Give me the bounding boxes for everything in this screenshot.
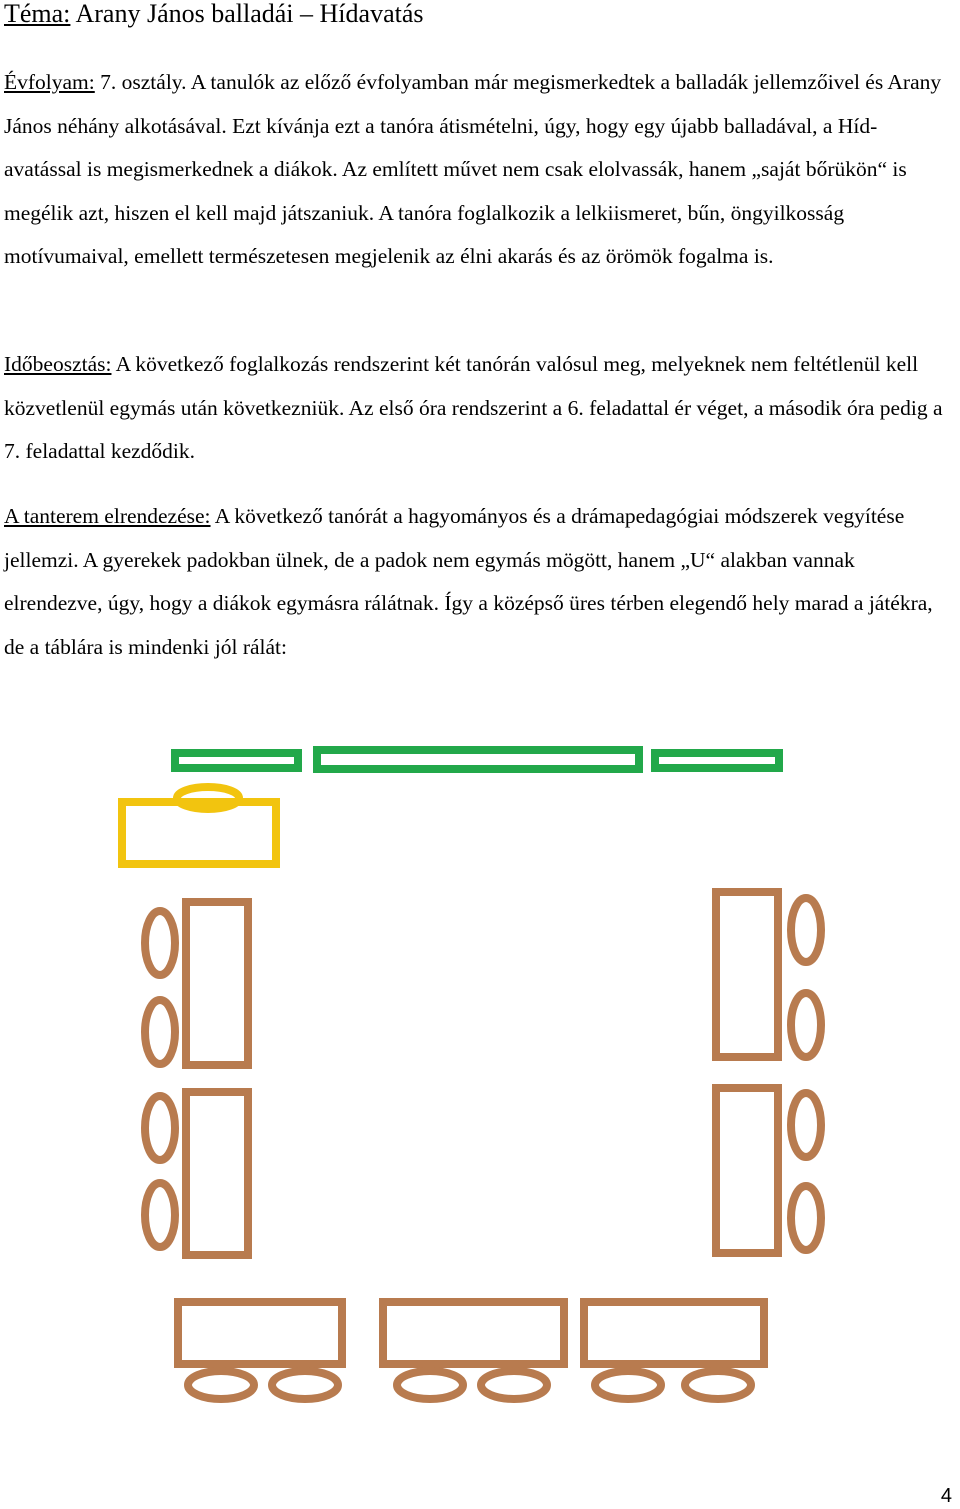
paragraph-classroom [4, 495, 954, 669]
chair-bottom-6 [685, 1371, 751, 1399]
chair-left-4 [145, 1183, 175, 1247]
classroom-layout-diagram [0, 730, 960, 1420]
topic-label: Téma: [4, 0, 71, 28]
classroom-label: A tanterem elrendezése: [4, 504, 211, 528]
blackboard-right [655, 753, 779, 768]
chair-right-4 [791, 1186, 821, 1250]
blackboard-left [175, 753, 298, 768]
page-number: 4 [940, 1485, 952, 1507]
blackboard-center [317, 750, 639, 769]
chair-left-1 [145, 911, 175, 975]
schedule-label: Időbeosztás: [4, 352, 112, 376]
grade-text: 7. osztály. A tanulók az előző évfolyamban már megismerkedtek a balladák jellemzőivel és Arany János néhány alkotásával. Ezt kívánja ezt a tanóra átismételni, úgy, hogy egy újabb balladával, a Híd-avatással is megismerkednek a diákok. Az említett művet nem csak elolvassák, hanem „saját bőrükön“ is megélik azt, hiszen el kell majd játszaniuk. A tanóra foglalkozik a lelkiismeret, bűn, öngyilkosság motívumaival, emellett természetesen megjelenik az élni akarás és az örömök fogalma is. [4, 70, 942, 268]
classroom-text: A következő tanórát a hagyományos és a drámapedagógiai módszerek vegyítése jellemzi. A gyerekek padokban ülnek, de a padok nem egymás mögött, hanem „U“ alakban vannak elrendezve, úgy, hogy a diákok egymásra rálátnak. Így a középső üres térben elegendő hely marad a játékra, de a táblára is mindenki jól rálát: [4, 504, 933, 659]
desk-bottom-1 [178, 1302, 342, 1364]
chair-right-1 [791, 898, 821, 962]
desk-left-1 [186, 902, 248, 1065]
paragraph-schedule [4, 343, 954, 474]
desk-right-2 [716, 1088, 778, 1253]
chair-left-3 [145, 1096, 175, 1160]
desk-bottom-2 [383, 1302, 564, 1364]
chair-bottom-5 [595, 1371, 661, 1399]
desk-right-1 [716, 892, 778, 1057]
schedule-text: A következő foglalkozás rendszerint két tanórán valósul meg, melyeknek nem feltétlenül kell közvetlenül egymás után következniük. Az első óra rendszerint a 6. feladattal ér véget, a második óra pedig a 7. feladattal kezdődik. [4, 352, 943, 463]
page-title [4, 0, 424, 31]
desk-bottom-3 [584, 1302, 764, 1364]
chair-right-3 [791, 1093, 821, 1157]
chair-bottom-3 [397, 1371, 463, 1399]
chair-right-2 [791, 993, 821, 1057]
grade-label: Évfolyam: [4, 70, 95, 94]
chair-left-2 [145, 1000, 175, 1064]
desk-left-2 [186, 1092, 248, 1255]
chair-bottom-2 [272, 1371, 338, 1399]
chair-bottom-4 [481, 1371, 547, 1399]
paragraph-grade [4, 61, 954, 279]
topic-text: Arany János balladái – Hídavatás [70, 0, 424, 28]
chair-bottom-1 [188, 1371, 254, 1399]
